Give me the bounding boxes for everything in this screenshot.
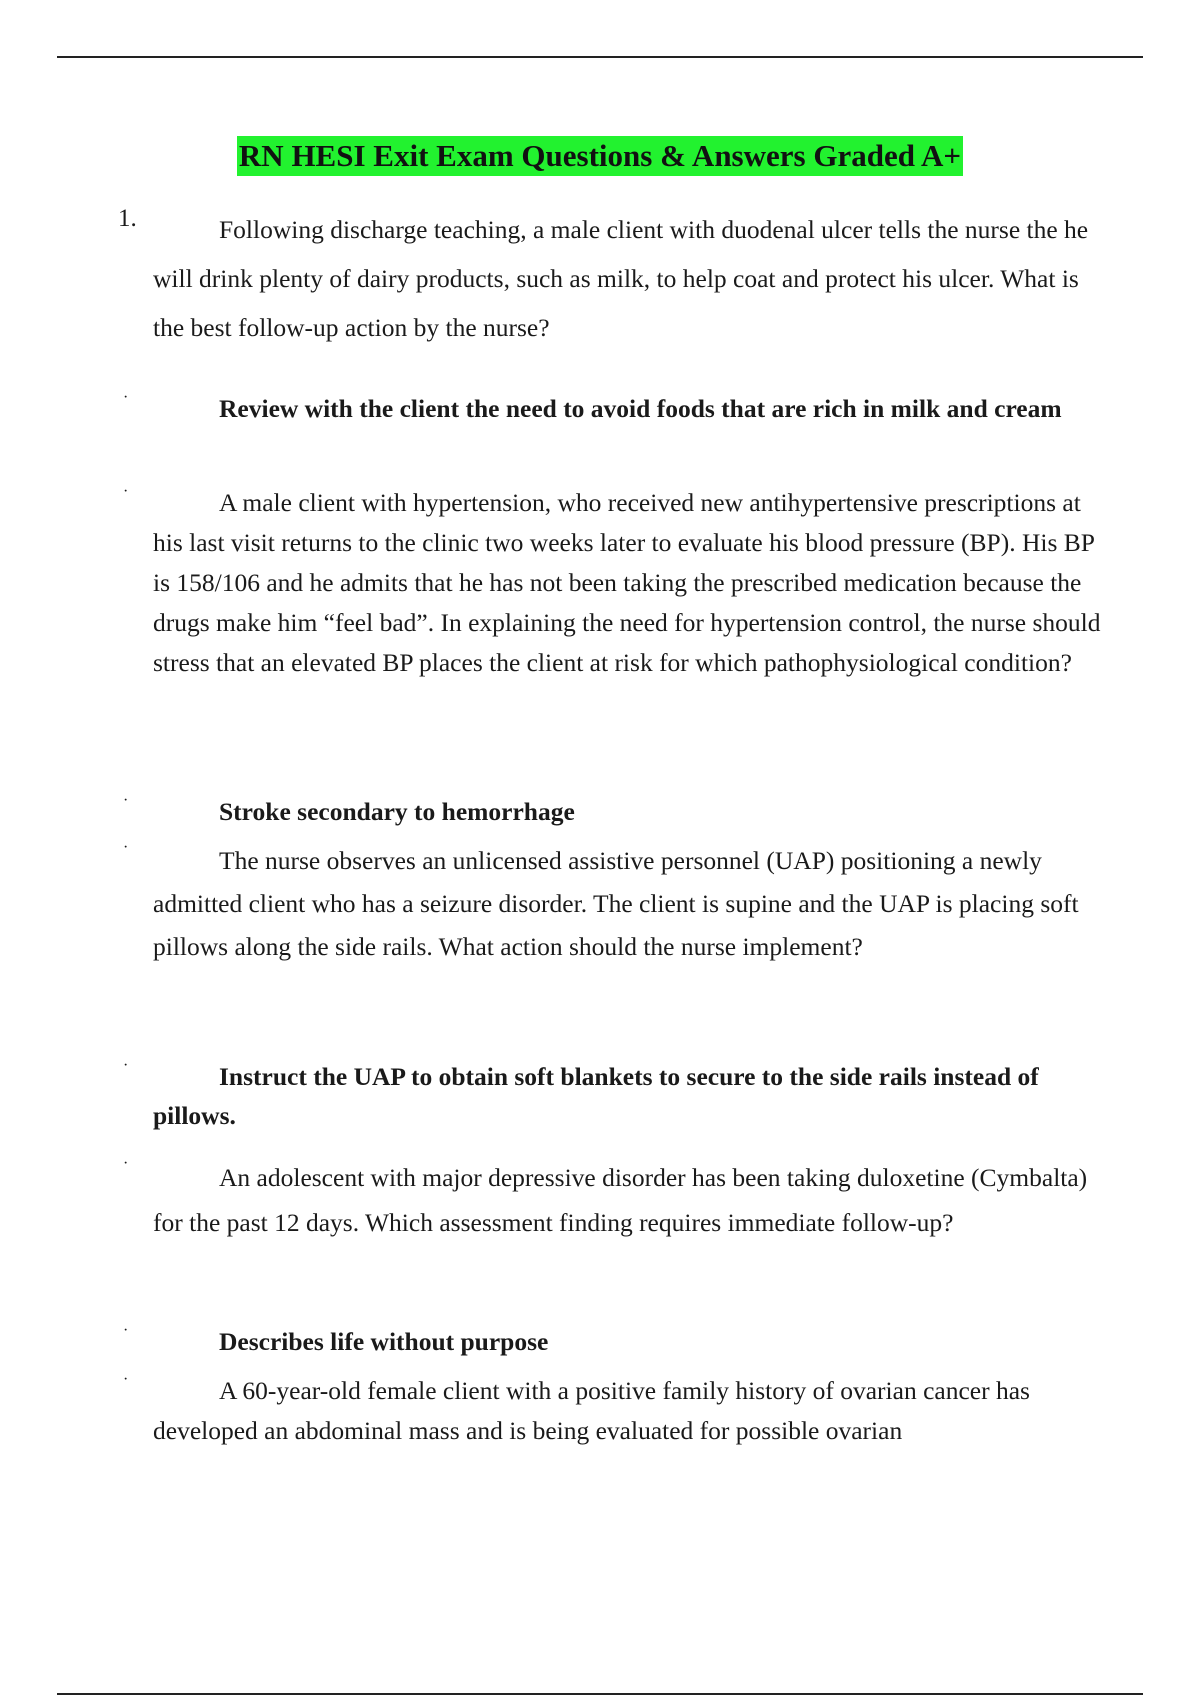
question-text: An adolescent with major depressive disorder has been taking duloxetine (Cymbalta) for the past 12 days. Which assessment finding requires immediate follow-up? <box>153 1163 1088 1237</box>
question-block <box>123 839 1103 968</box>
answer-block <box>123 1322 1103 1361</box>
question-block <box>118 205 1103 352</box>
bullet-marker: · <box>123 389 129 406</box>
question-block <box>123 1371 1103 1451</box>
bullet-marker: · <box>123 1057 129 1074</box>
title-container <box>0 136 1200 176</box>
answer-block <box>123 389 1103 428</box>
bottom-rule <box>57 1693 1143 1695</box>
bullet-marker: · <box>123 1371 129 1388</box>
question-block <box>123 1155 1103 1245</box>
bullet-marker: · <box>123 839 129 856</box>
question-block <box>123 483 1103 683</box>
question-text: The nurse observes an unlicensed assistive personnel (UAP) positioning a newly admitted client who has a seizure disorder. The client is supine and the UAP is placing soft pillows along the side rails. What action should the nurse implement? <box>153 846 1079 961</box>
bullet-marker: · <box>123 483 129 500</box>
bullet-marker: · <box>123 1155 129 1172</box>
document-title: RN HESI Exit Exam Questions & Answers Graded A+ <box>237 136 963 176</box>
question-text: A male client with hypertension, who received new antihypertensive prescriptions at his last visit returns to the clinic two weeks later to evaluate his blood pressure (BP). His BP is 158/106 and he admits that he has not been taking the prescribed medication because the drugs make him “feel bad”. In explaining the need for hypertension control, the nurse should stress that an elevated BP places the client at risk for which pathophysiological condition? <box>153 488 1101 677</box>
bullet-marker: · <box>123 792 129 809</box>
answer-block <box>123 792 1103 831</box>
top-rule <box>57 56 1143 58</box>
question-text: Following discharge teaching, a male client with duodenal ulcer tells the nurse the he will drink plenty of dairy products, such as milk, to help coat and protect his ulcer. What is the best follow-up action by the nurse? <box>153 215 1089 342</box>
question-text: A 60-year-old female client with a positive family history of ovarian cancer has developed an abdominal mass and is being evaluated for possible ovarian <box>153 1376 1030 1445</box>
bullet-marker: · <box>123 1322 129 1339</box>
answer-block <box>123 1057 1103 1135</box>
question-number: 1. <box>118 205 137 232</box>
answer-text: Describes life without purpose <box>219 1327 549 1356</box>
answer-text: Instruct the UAP to obtain soft blankets to secure to the side rails instead of pillows. <box>153 1062 1039 1130</box>
answer-text: Stroke secondary to hemorrhage <box>219 797 575 826</box>
answer-text: Review with the client the need to avoid foods that are rich in milk and cream <box>219 394 1062 423</box>
